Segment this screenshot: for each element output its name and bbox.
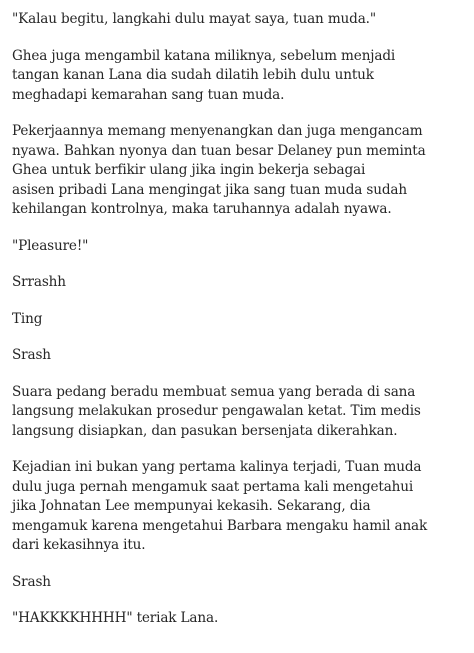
narration-paragraph: Suara pedang beradu membuat semua yang berada di sana langsung melakukan prosedur pengawalan ketat. Tim medis langsung disiapkan, dan pasukan bersenjata dikerahkan.	[12, 383, 421, 439]
sound-effect-paragraph: Ting	[12, 310, 43, 327]
sound-effect-paragraph: Srash	[12, 573, 51, 590]
narration-paragraph: Ghea juga mengambil katana miliknya, sebelum menjadi tangan kanan Lana dia sudah dilatih lebih dulu untuk meghadapi kemarahan sang tuan muda.	[12, 47, 396, 103]
dialogue-paragraph: "Kalau begitu, langkahi dulu mayat saya, tuan muda."	[12, 11, 376, 27]
narration-paragraph: Kejadian ini bukan yang pertama kalinya terjadi, Tuan muda dulu juga pernah mengamuk saat pertama kali mengetahui jika Johnatan Lee mempunyai kekasih. Sekarang, dia mengamuk karena mengetahui Barbara mengaku hamil anak dari kekasihnya itu.	[12, 459, 428, 553]
dialogue-paragraph: "HAKKKKHHHH" teriak Lana.	[12, 610, 219, 626]
sound-effect-paragraph: Srrashh	[12, 274, 66, 290]
sound-effect-paragraph: Srash	[12, 347, 51, 363]
dialogue-paragraph: "Pleasure!"	[12, 237, 89, 254]
narration-paragraph: Pekerjaannya memang menyenangkan dan juga mengancam nyawa. Bahkan nyonya dan tuan besar Delaney pun meminta Ghea untuk berfikir ulang jika ingin bekerja sebagai asisen pribadi Lana mengingat jika sang tuan muda sudah kehilangan kontrolnya, maka taruhannya adalah nyawa.	[12, 123, 426, 217]
